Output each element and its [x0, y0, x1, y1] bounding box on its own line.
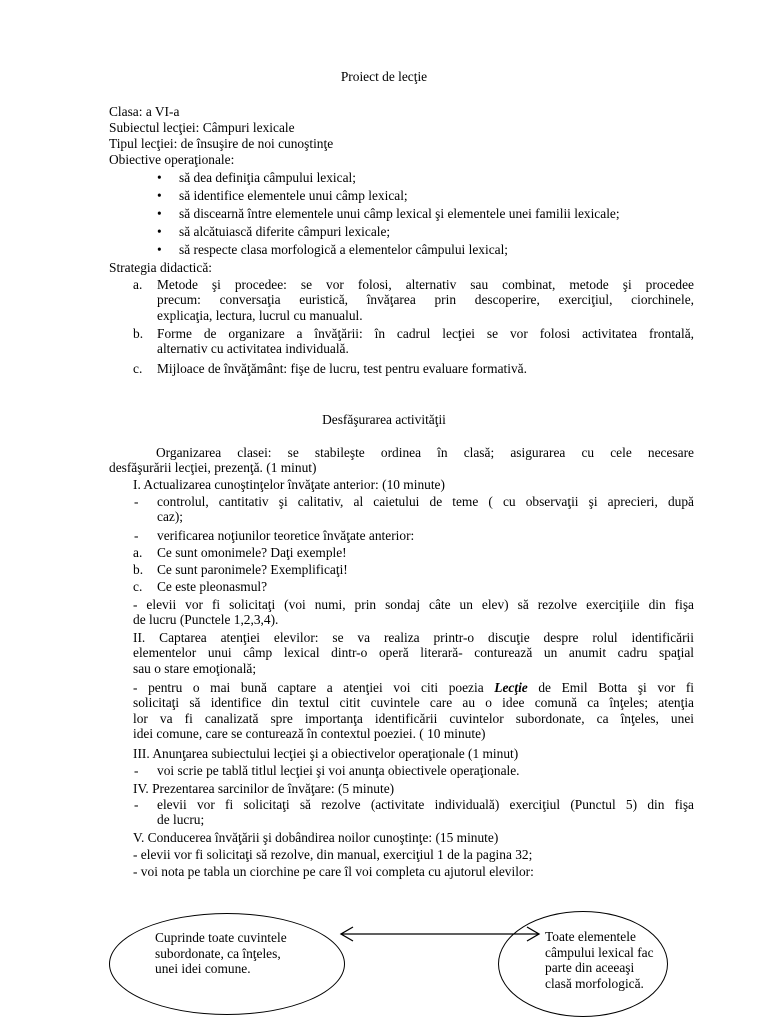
bullet-icon: •	[157, 170, 162, 185]
etapa-3-dash: - voi scrie pe tablă titlul lecţiei şi voi anunţa obiectivele operaţionale.	[134, 763, 520, 778]
bullet-icon: •	[157, 206, 162, 221]
etapa-4-heading: IV. Prezentarea sarcinilor de învăţare: (5 minute)	[133, 781, 395, 796]
bullet-icon: •	[157, 188, 162, 203]
diagram-right-text: Toate elementele câmpului lexical fac parte din aceeaşi clasă morfologică.	[545, 929, 654, 991]
strategia-label: Strategia didactică:	[109, 260, 212, 275]
etapa-5-heading: V. Conducerea învăţării şi dobândirea noilor cunoştinţe: (15 minute)	[133, 830, 499, 845]
bullet-icon: •	[157, 242, 162, 257]
document-title: Proiect de lecţie	[340, 69, 428, 84]
intrebare-b: b. Ce sunt paronimele? Exemplificaţi!	[133, 562, 348, 577]
clasa-line: Clasa: a VI-a	[109, 104, 180, 119]
intrebare-a: a. Ce sunt omonimele? Daţi exemple!	[133, 545, 347, 560]
etapa-1-dash-2: - verificarea noţiunilor teoretice învăţate anterior:	[134, 528, 415, 543]
etapa-1-dash-1: - controlul, cantitativ şi calitativ, al caietului de teme ( cu observaţii şi aprecieri, după caz);	[134, 494, 694, 525]
tip-line: Tipul lecţiei: de însuşire de noi cunoştinţe	[109, 136, 334, 151]
etapa-3-heading: III. Anunţarea subiectului lecţiei şi a obiectivelor operaţionale (1 minut)	[133, 746, 519, 761]
etapa-1-heading: I. Actualizarea cunoştinţelor învăţate anterior: (10 minute)	[133, 477, 445, 492]
list-item: • să discearnă între elementele unui câmp lexical şi elementele unei familii lexicale;	[157, 206, 620, 221]
poezia-paragraph: - pentru o mai bună captare a atenţiei voi citi poezia Lecţie de Emil Botta şi vor fi solicitaţi să identifice din textul citit cuvintele care au o idee comună ca înţeles; atenţia lor va fi canalizată spre importanţa identificării cuvintelor subordonate, ca înţeles, unei idei comune, care se conturează în contextul poeziei. ( 10 minute)	[133, 680, 695, 742]
desfasurare-title: Desfăşurarea activităţii	[322, 412, 446, 427]
list-item: • să identifice elementele unui câmp lexical;	[157, 188, 408, 203]
etapa-2-paragraph: II. Captarea atenţiei elevilor: se va realiza printr-o discuţie despre rolul identificării elementelor unui câmp lexical dintr-o operă literară- conturează un anumit cadru spaţial sau o stare emoţională;	[133, 630, 694, 676]
etapa-5-line-2: - voi nota pe tabla un ciorchine pe care îl voi completa cu ajutorul elevilor:	[133, 864, 534, 879]
strategia-item-a: a. Metode şi procedee: se vor folosi, alternativ sau combinat, metode şi procedee precum: conversaţia euristică, învăţarea prin descoperire, exerciţiul, ciorchinele, explicaţia, lectura, lucrul cu manualul.	[133, 277, 694, 323]
diagram-left-text: Cuprinde toate cuvintele subordonate, ca înţeles, unei idei comune.	[155, 930, 287, 977]
organizare-paragraph: Organizarea clasei: se stabileşte ordinea în clasă; asigurarea cu cele necesare desfăşurării lecţiei, prezenţă. (1 minut)	[109, 445, 694, 476]
list-item: • să dea definiţia câmpului lexical;	[157, 170, 356, 185]
strategia-item-b: b. Forme de organizare a învăţării: în cadrul lecţiei se vor folosi activitatea frontală, alternativ cu activitatea individuală.	[133, 326, 694, 357]
bullet-icon: •	[157, 224, 162, 239]
elevi-fisa-paragraph: - elevii vor fi solicitaţi (voi numi, prin sondaj câte un elev) să rezolve exerciţiile din fişa de lucru (Punctele 1,2,3,4).	[133, 597, 694, 628]
etapa-4-dash: - elevii vor fi solicitaţi să rezolve (activitate individuală) exerciţiul (Punctul 5) din fişa de lucru;	[134, 797, 694, 828]
list-item: • să respecte clasa morfologică a elementelor câmpului lexical;	[157, 242, 509, 257]
subiect-line: Subiectul lecţiei: Câmpuri lexicale	[109, 120, 295, 135]
intrebare-c: c. Ce este pleonasmul?	[133, 579, 268, 594]
list-item: • să alcătuiască diferite câmpuri lexicale;	[157, 224, 391, 239]
strategia-item-c: c. Mijloace de învăţământ: fişe de lucru, test pentru evaluare formativă.	[133, 361, 527, 376]
etapa-5-line-1: - elevii vor fi solicitaţi să rezolve, din manual, exerciţiul 1 de la pagina 32;	[133, 847, 533, 862]
poem-title: Lecţie	[494, 680, 528, 695]
obiective-label: Obiective operaţionale:	[109, 152, 235, 167]
